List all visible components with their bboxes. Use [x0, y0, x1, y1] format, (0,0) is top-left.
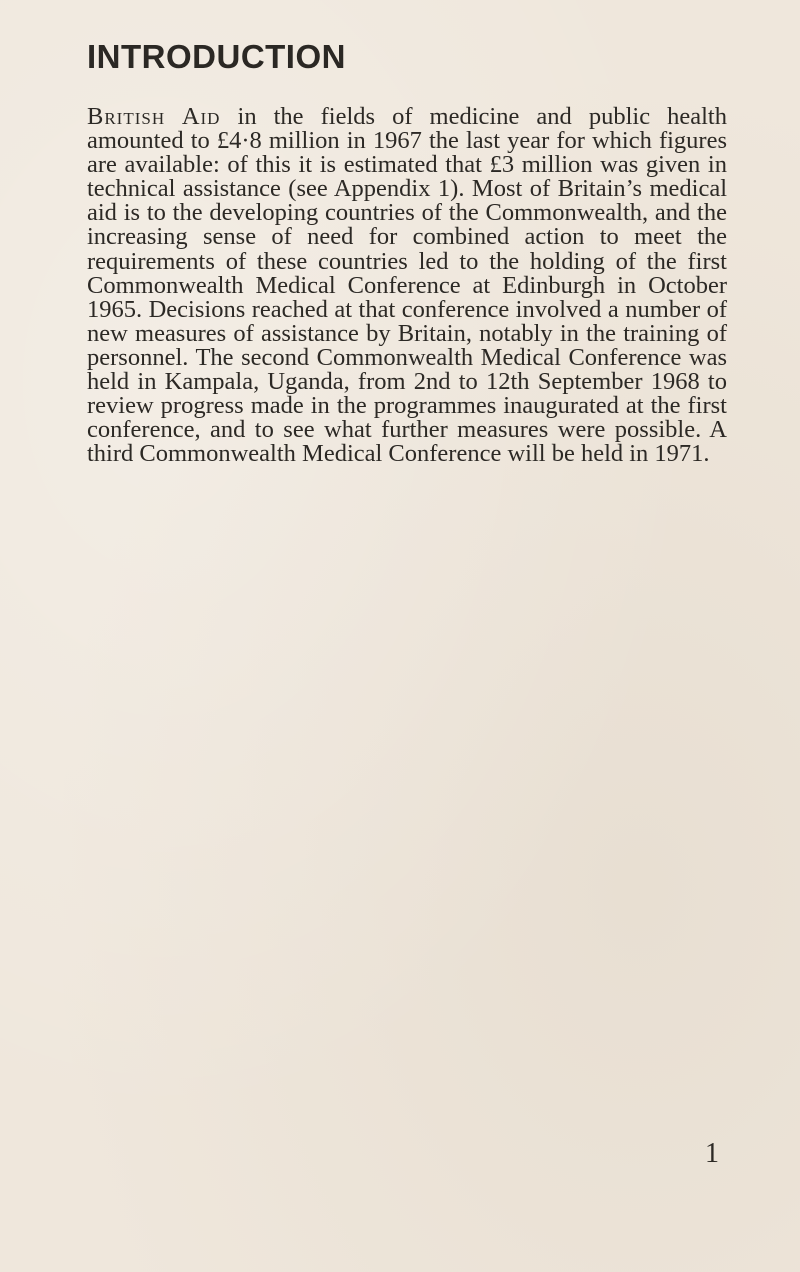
introduction-paragraph	[87, 105, 727, 466]
paragraph-lead-in: British Aid	[87, 103, 221, 130]
page-heading: INTRODUCTION	[87, 38, 346, 75]
paragraph-body: in the fields of medicine and public health amounted to £4·8 million in 1967 the last year for which figures are available: of this it is estimated that £3 million was given in technical assistance (see Appendix 1). Most of Britain’s medical aid is to the developing countries of the Commonwealth, and the increasing sense of need for combined action to meet the requirements of these countries led to the holding of the first Commonwealth Medical Conference at Edinburgh in October 1965. Decisions reached at that conference involved a number of new measures of assistance by Britain, notably in the training of personnel. The second Commonwealth Medical Conference was held in Kampala, Uganda, from 2nd to 12th September 1968 to review progress made in the programmes inaugurated at the first conference, and to see what further measures were possible. A third Commonwealth Medical Conference will be held in 1971.	[87, 103, 727, 468]
page-number: 1	[705, 1138, 719, 1169]
